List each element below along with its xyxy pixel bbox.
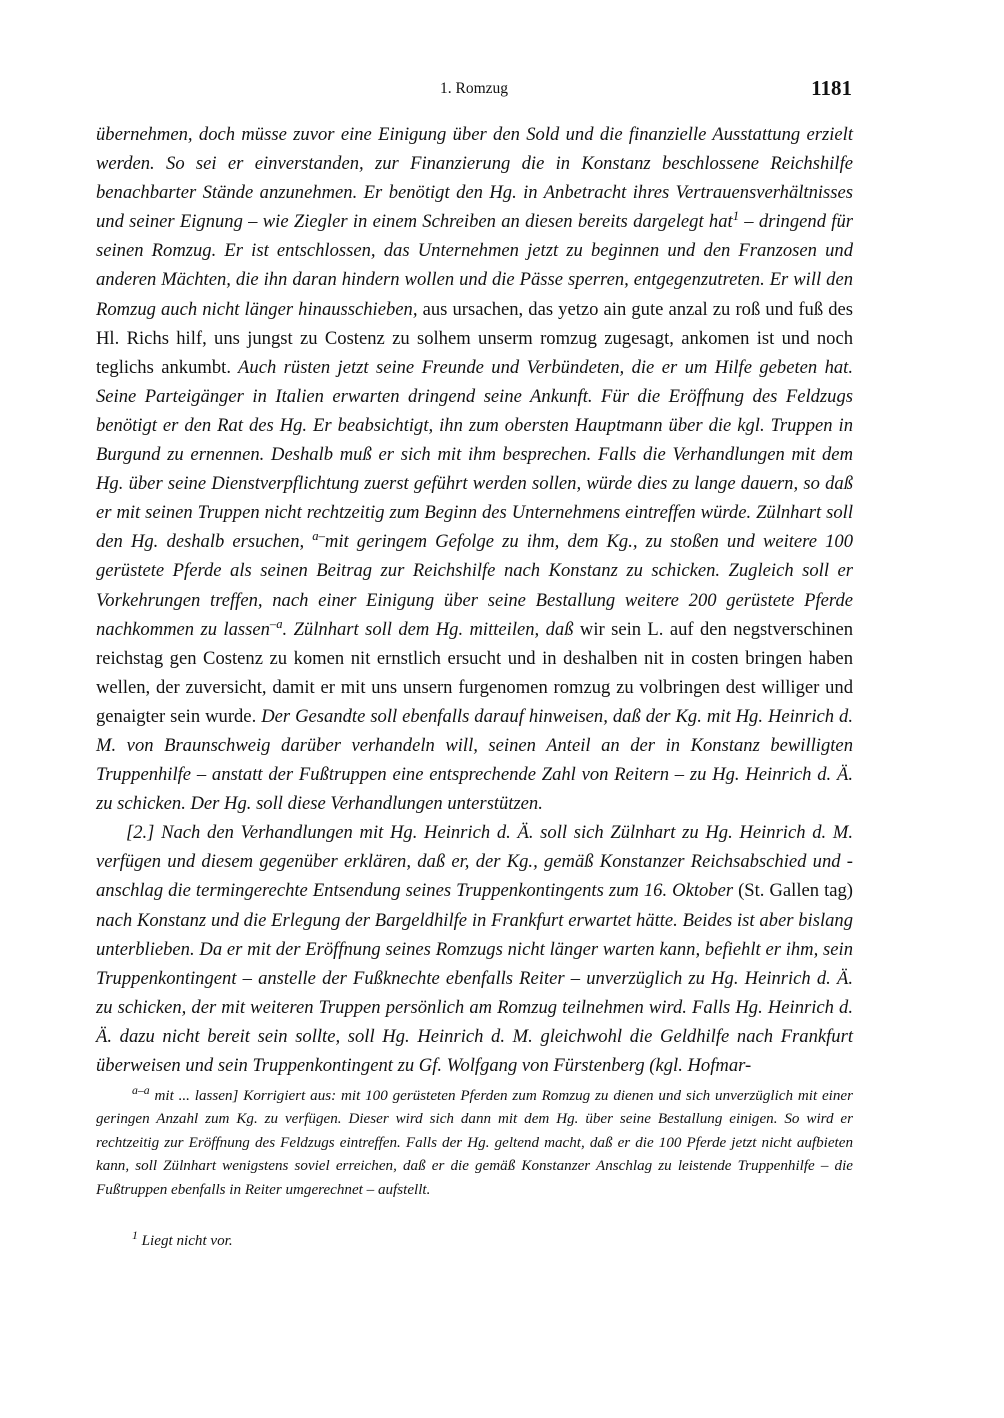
- footnote-reference: –a: [269, 616, 283, 631]
- footnote-textual-a: [96, 1085, 853, 1202]
- editorial-summary: – dringend für seinen Romzug. Er ist entschlossen, das Unternehmen jetzt zu beginnen und den Franzosen und anderen Mächten, die ihn daran hindern wollen und die Pässe sperren, entgegenzutreten. Er will den Romzug auch nicht länger hinausschieben,: [96, 211, 853, 320]
- paragraph-1: [96, 120, 853, 818]
- editorial-summary: Auch rüsten jetzt seine Freunde und Verbündeten, die er um Hilfe gebeten hat. Seine Parteigänger in Italien erwarten dringend seine Ankunft. Für die Eröffnung des Feldzugs benötigt er den Rat des Hg. Er beabsichtigt, ihn zum obersten Hauptmann über die kgl. Truppen in Burgund zu ernennen. Deshalb muß er sich mit ihm besprechen. Falls die Verhandlungen mit dem Hg. über seine Dienstverpflichtung zuerst geführt werden sollen, würde dies zu lange dauern, so daß er mit seinen Truppen nicht rechtzeitig zum Beginn des Unternehmens eintreffen würde. Zülnhart soll den Hg. deshalb ersuchen,: [96, 356, 853, 553]
- editorial-summary: . Zülnhart soll dem Hg. mitteilen, daß: [282, 618, 574, 640]
- footnote-marker: 1: [132, 1229, 138, 1242]
- editorial-summary: übernehmen, doch müsse zuvor eine Einigung über den Sold und die finanzielle Ausstattung erzielt werden. So sei er einverstanden, zur Finanzierung die in Konstanz beschlossene Reichshilfe benachbarter Stände anzunehmen. Er benötigt den Hg. in Anbetracht ihres Vertrauensverhältnisses und seiner Eignung – wie Ziegler in einem Schreiben an diesen bereits dargelegt hat: [96, 124, 853, 233]
- footnote-text: mit ... lassen] Korrigiert aus: mit 100 gerüsteten Pferden zum Romzug zu dienen und sich unverzüglich mit einer geringen Anzahl zum Kg. zu verfügen. Dieser wird sich dann mit dem Hg. über seine Bestallung einigen. So wird er rechtzeitig zur Eröffnung des Feldzugs eintreffen. Falls der Hg. geltend macht, daß er die 100 Pferde jetzt nicht aufbieten kann, soll Zülnhart wenigstens soviel erreichen, daß er die gemäß Konstanzer Anschlag zu leistende Truppenhilfe – die Fußtruppen ebenfalls in Reiter umgerechnet – aufstellt.: [96, 1088, 853, 1198]
- editorial-summary: mit geringem Gefolge zu ihm, dem Kg., zu stoßen und weitere 100 gerüstete Pferde als seinen Beitrag zur Reichshilfe nach Konstanz zu schicken. Zugleich soll er Vorkehrungen treffen, nach einer Einigung über seine Bestallung weitere 200 gerüstete Pferde nachkommen zu lassen: [96, 531, 853, 640]
- editorial-summary: Der Gesandte soll ebenfalls darauf hinweisen, daß der Kg. mit Hg. Heinrich d. M. von Braunschweig darüber verhandeln will, seinen Anteil an der in Konstanz bewilligten Truppenhilfe – anstatt der Fußtruppen eine entsprechende Zahl von Reitern – zu Hg. Heinrich d. Ä. zu schicken. Der Hg. soll diese Verhandlungen unterstützen.: [96, 705, 853, 815]
- footnote-text: Liegt nicht vor.: [137, 1233, 233, 1250]
- running-title: 1. Romzug: [439, 80, 509, 97]
- paragraph-2: [96, 818, 853, 1080]
- source-quotation: wir sein L. auf den negstverschinen reichstag gen Costenz zu komen nit ernstlich ersucht und in deshalben nit in costen bringen haben wellen, der zuversicht, damit er mit uns unsern furgenomen romzug zu volbringen dest williger und genaigter sein wurde.: [96, 618, 854, 727]
- editorial-summary: [2.] Nach den Verhandlungen mit Hg. Heinrich d. Ä. soll sich Zülnhart zu Hg. Heinrich d. M. verfügen und diesem gegenüber erklären, daß er, der Kg., gemäß Konstanzer Reichsabschied und -anschlag die termingerechte Entsendung seines Truppenkontingents zum 16. Oktober: [96, 822, 853, 902]
- footnote-1: [96, 1230, 853, 1253]
- body-text: [96, 120, 853, 1080]
- footnote-reference: a–: [312, 529, 325, 544]
- editorial-summary: nach Konstanz und die Erlegung der Bargeldhilfe in Frankfurt erwartet hätte. Beides ist aber bislang unterblieben. Da er mit der Eröffnung seines Romzugs nicht länger warten kann, befiehlt er ihm, sein Truppenkontingent – anstelle der Fußknechte ebenfalls Reiter – unverzüglich zu Hg. Heinrich d. Ä. zu schicken, der mit weiteren Truppen persönlich am Romzug teilnehmen wird. Falls Hg. Heinrich d. Ä. dazu nicht bereit sein sollte, soll Hg. Heinrich d. M. gleichwohl die Geldhilfe nach Frankfurt überweisen und sein Truppenkontingent zu Gf. Wolfgang von Fürstenberg (kgl. Hofmar-: [96, 909, 853, 1076]
- page-header: [96, 76, 852, 102]
- footnote-reference: 1: [732, 209, 739, 224]
- source-quotation: (St. Gallen tag): [733, 880, 853, 902]
- page-number: 1181: [811, 76, 852, 100]
- footnote-marker: a–a: [132, 1083, 150, 1097]
- footnote-area: [96, 1085, 853, 1253]
- source-quotation: aus ursachen, das yetzo ain gute anzal zu roß und fuß des Hl. Richs hilf, uns jungst zu Costenz zu solhem unserm romzug zugesagt, ankomen ist und noch teglichs ankumbt.: [96, 298, 853, 378]
